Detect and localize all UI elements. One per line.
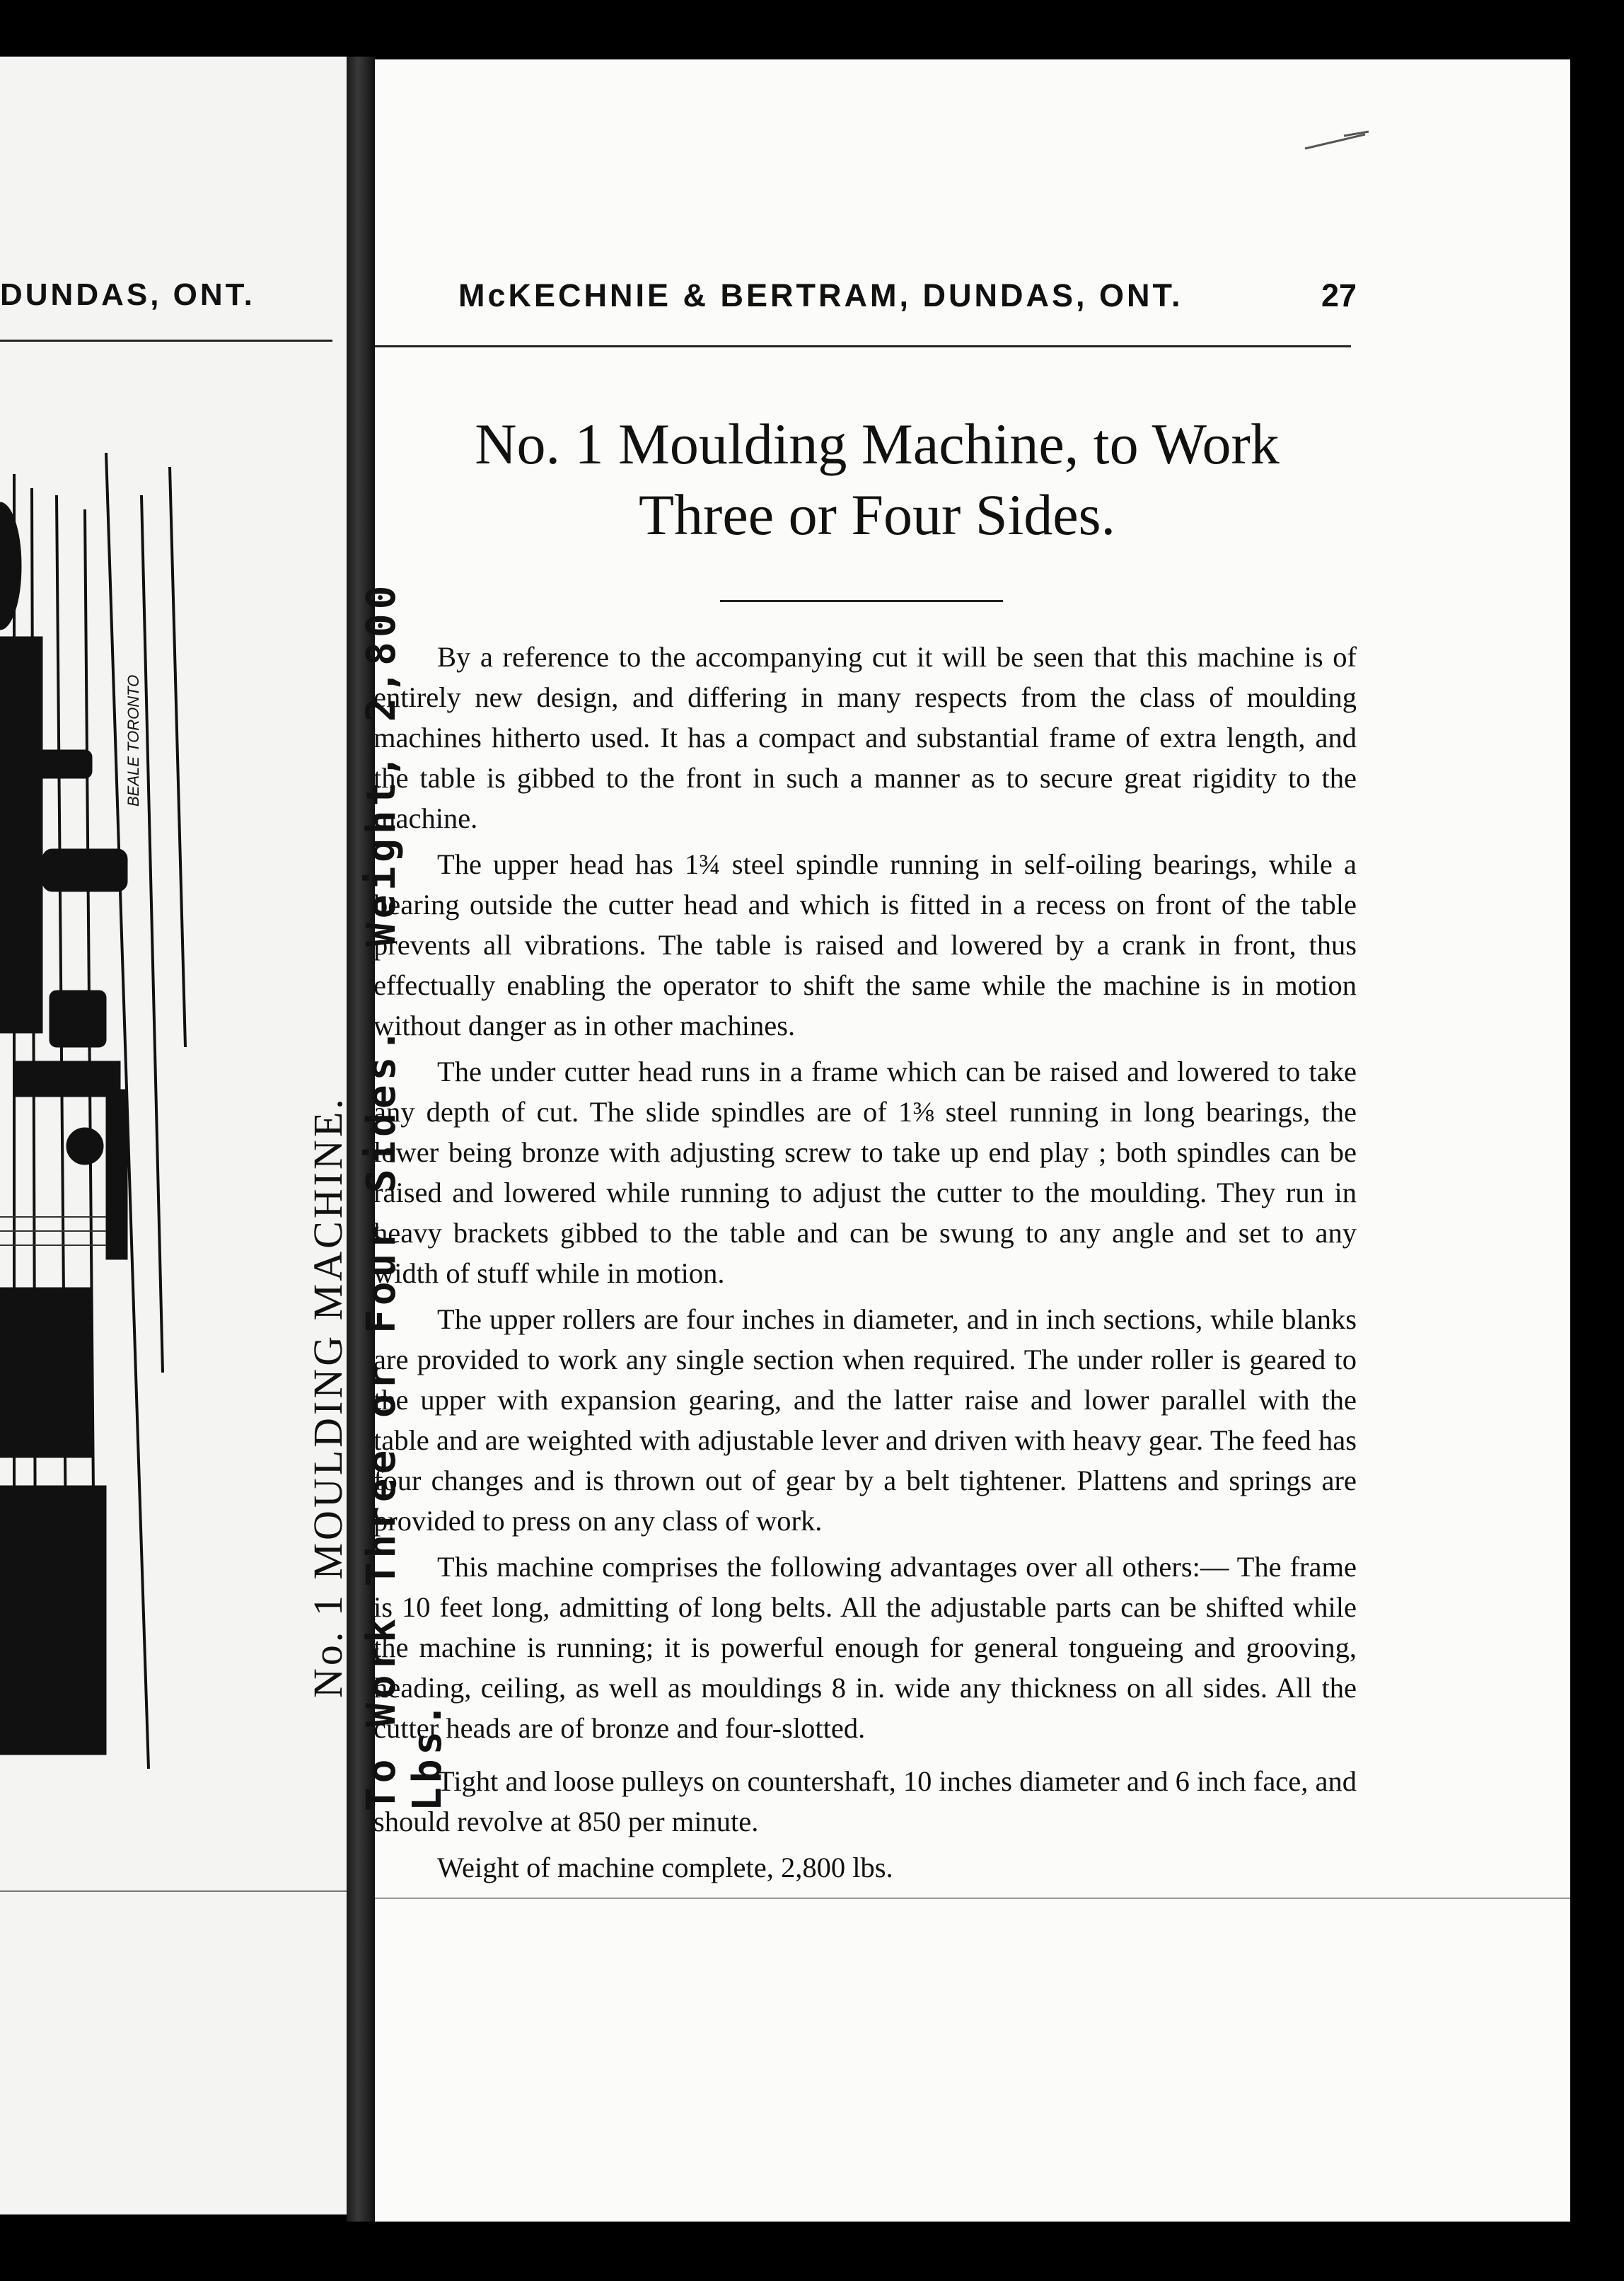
paragraph-upper-head: The upper head has 1¾ steel spindle running in self-oiling bearings, while a bearing outside the cutter head and which is fitted in a recess on front of the table prevents all vibrations. The table is raised and lowered by a crank in front, thus effectually enabling the operator to shift the same while the machine is in motion without danger as in other machines. <box>373 848 1357 1041</box>
engraver-credit: BEALE TORONTO <box>124 674 142 807</box>
machine-illustration <box>0 453 191 1769</box>
paragraph-pulleys: Tight and loose pulleys on countershaft, 10 inches diameter and 6 inch face, and should revolve at 850 per minute. <box>373 1765 1357 1837</box>
paragraph-advantages: This machine comprises the following advantages over all others:— The frame is 10 feet long, admitting of long belts. All the adjustable parts can be shifted while the machine is running; it is powerful enough for general tongueing and grooving, heading, ceiling, as well as mouldings 8 in. wide any thickness on all sides. All the cutter heads are of bronze and four-slotted. <box>373 1551 1357 1744</box>
article-body <box>373 637 1357 1893</box>
caption-subtitle-right: Weight, 2,800 Lbs. <box>359 581 451 1811</box>
pencil-mark <box>1301 127 1372 156</box>
title-line-1: No. 1 Moulding Machine, to Work <box>475 412 1280 476</box>
title-rule <box>720 600 1003 602</box>
caption-title: No. 1 MOULDING MACHINE. <box>305 1096 351 1698</box>
caption-subtitle-left: To Work Three or Four Sides. <box>359 1024 405 1811</box>
header-rule <box>375 345 1351 347</box>
fold-line <box>375 1898 1570 1899</box>
scan-border-bottom <box>0 2222 1624 2281</box>
left-header-rule <box>0 340 332 342</box>
paragraph-weight: Weight of machine complete, 2,800 lbs. <box>437 1852 893 1883</box>
page-number: 27 <box>1321 277 1357 313</box>
running-header: McKECHNIE & BERTRAM, DUNDAS, ONT. <box>458 277 1183 313</box>
paragraph-rollers: The upper rollers are four inches in diameter, and in inch sections, while blanks are provided to work any single section when required. The under roller is geared to the upper with expansion gearing, and the latter raise and lower parallel with the table and are weighted with adjustable lever and driven with heavy gear. The feed has four changes and is thrown out of gear by a belt tightener. Plattens and springs are provided to press on any class of work. <box>373 1303 1357 1537</box>
title-line-2: Three or Four Sides. <box>638 483 1116 547</box>
paragraph-under-cutter: The under cutter head runs in a frame which can be raised and lowered to take any depth of cut. The slide spindles are of 1⅜ steel running in long bearings, the lower being bronze with adjusting screw to take up end play ; both spindles can be raised and lowered while running to adjust the cutter to the moulding. They run in heavy brackets gibbed to the table and can be swung to any angle and set to any width of stuff while in motion. <box>373 1056 1357 1289</box>
scan-border-right <box>1570 59 1624 2281</box>
left-running-header: DUNDAS, ONT. <box>0 277 255 312</box>
page-title <box>396 409 1358 550</box>
left-bottom-rule <box>0 1890 347 1892</box>
paragraph-design: By a reference to the accompanying cut it will be seen that this machine is of entirely new design, and differing in many respects from the class of moulding machines hitherto used. It has a compact and substantial frame of extra length, and the table is gibbed to the front in such a manner as to secure great rigidity to the machine. <box>373 641 1357 834</box>
